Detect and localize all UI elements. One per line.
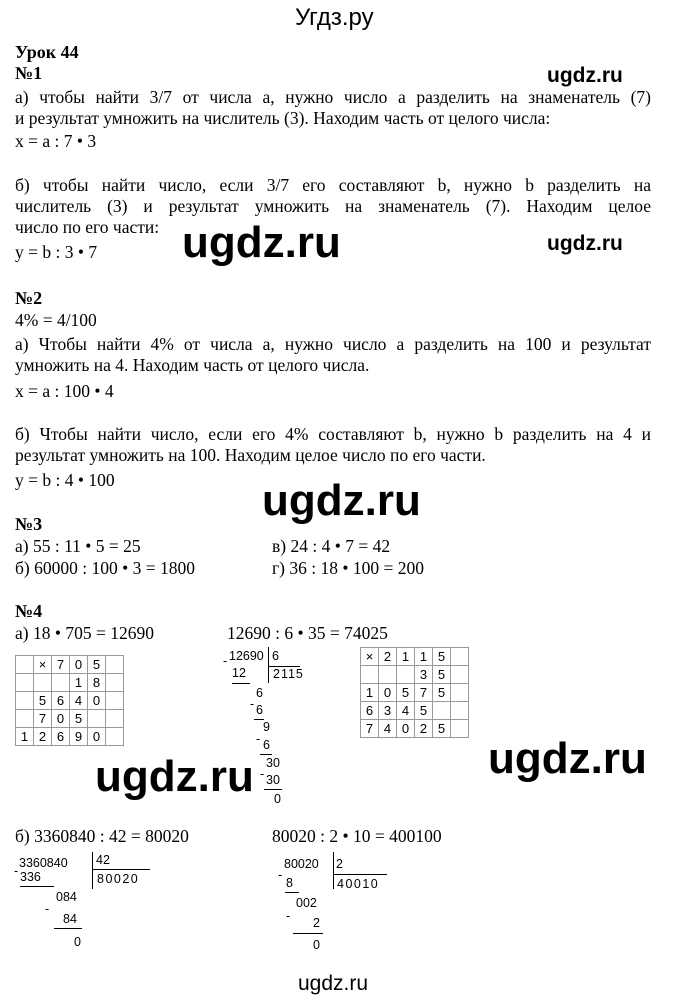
- grid-cell: 5: [88, 656, 106, 674]
- grid-row: [16, 692, 124, 710]
- minus-sign: -: [286, 909, 291, 923]
- grid-cell: [16, 674, 34, 692]
- minus-sign: -: [223, 654, 228, 668]
- grid-cell: 1: [70, 674, 88, 692]
- grid-cell: [379, 666, 397, 684]
- grid-cell: 6: [52, 728, 70, 746]
- task3-g: г) 36 : 18 • 100 = 200: [272, 558, 424, 578]
- watermark-small: ugdz.ru: [547, 232, 623, 255]
- grid-row: [361, 702, 469, 720]
- task2-formula-b: y = b : 4 • 100: [15, 470, 115, 490]
- dividend: 3360840: [19, 856, 68, 870]
- grid-cell: 6: [52, 692, 70, 710]
- step-underline: [232, 683, 250, 684]
- step-value: 336: [20, 870, 41, 884]
- text-line: а) чтобы найти 3/7 от числа a, нужно число a разделить на знаменатель (7): [15, 87, 651, 107]
- grid-cell: 5: [34, 692, 52, 710]
- grid-row: [16, 728, 124, 746]
- division-bar: [268, 647, 269, 683]
- grid-cell: 4: [397, 702, 415, 720]
- grid-row: [361, 648, 469, 666]
- text-line: результат умножить на 100. Находим целое число по его части.: [15, 445, 486, 465]
- grid-cell: 2: [34, 728, 52, 746]
- grid-cell: 2: [379, 648, 397, 666]
- step-value: 9: [263, 720, 270, 734]
- lesson-title: Урок 44: [15, 42, 79, 62]
- grid-cell: 4: [70, 692, 88, 710]
- text-line: а) Чтобы найти 4% от числа a, нужно число a разделить на 100 и результат: [15, 334, 651, 354]
- grid-cell: [16, 656, 34, 674]
- step-value: 6: [256, 703, 263, 717]
- grid-cell: 3: [379, 702, 397, 720]
- step-value: 30: [266, 773, 280, 787]
- site-title[interactable]: Угдз.ру: [295, 4, 374, 31]
- grid-row: [16, 674, 124, 692]
- task3-b: б) 60000 : 100 • 3 = 1800: [15, 558, 195, 578]
- grid-cell: 5: [433, 684, 451, 702]
- step-value: 12: [232, 666, 246, 680]
- watermark-big: ugdz.ru: [488, 734, 647, 783]
- grid-cell: 0: [397, 720, 415, 738]
- grid-cell: 7: [415, 684, 433, 702]
- minus-sign: -: [256, 732, 261, 746]
- grid-cell: 5: [433, 720, 451, 738]
- division-bar: [333, 852, 334, 889]
- grid-cell: [451, 648, 469, 666]
- task3-number: №3: [15, 514, 43, 534]
- grid-cell: 1: [397, 648, 415, 666]
- grid-cell: 3: [415, 666, 433, 684]
- step-value: 6: [256, 686, 263, 700]
- grid-cell: 7: [52, 656, 70, 674]
- grid-row: [361, 720, 469, 738]
- grid-cell: 7: [361, 720, 379, 738]
- grid-cell: [16, 692, 34, 710]
- grid-cell: [361, 666, 379, 684]
- multiplication-grid-1: [15, 655, 124, 746]
- step-value: 0: [313, 938, 320, 952]
- grid-cell: [451, 666, 469, 684]
- grid-cell: [106, 728, 124, 746]
- task1-formula-a: x = a : 7 • 3: [15, 131, 97, 151]
- grid-cell: [106, 674, 124, 692]
- task1-formula-b: y = b : 3 • 7: [15, 242, 98, 262]
- task4-b-expr1: б) 3360840 : 42 = 80020: [15, 826, 189, 846]
- task3-a: а) 55 : 11 • 5 = 25: [15, 536, 141, 556]
- grid-cell: 2: [415, 720, 433, 738]
- minus-sign: -: [278, 868, 283, 882]
- text-line: числитель (3) и результат умножить на знаменатель (7). Находим целое: [15, 196, 651, 216]
- grid-cell: 5: [433, 666, 451, 684]
- text-line: число по его части:: [15, 217, 160, 237]
- grid-cell: [451, 684, 469, 702]
- task4-number: №4: [15, 601, 43, 621]
- grid-cell: 5: [397, 684, 415, 702]
- grid-cell: [106, 692, 124, 710]
- quotient: 2115: [273, 667, 304, 681]
- minus-sign: -: [260, 767, 265, 781]
- text-line: и результат умножить на числитель (3). Находим часть от целого числа:: [15, 108, 551, 128]
- divisor: 2: [336, 857, 343, 871]
- divisor: 6: [272, 649, 279, 663]
- step-underline: [264, 789, 282, 790]
- step-value: 084: [56, 890, 77, 904]
- divisor: 42: [96, 853, 110, 867]
- grid-cell: [52, 674, 70, 692]
- task2-formula-a: x = a : 100 • 4: [15, 381, 114, 401]
- step-underline: [260, 754, 272, 755]
- watermark-small: ugdz.ru: [547, 64, 623, 87]
- step-value: 30: [266, 756, 280, 770]
- grid-cell: [88, 710, 106, 728]
- grid-cell: 4: [379, 720, 397, 738]
- grid-cell: 7: [34, 710, 52, 728]
- grid-cell: [106, 656, 124, 674]
- step-value: 2: [313, 916, 320, 930]
- grid-cell: 0: [379, 684, 397, 702]
- step-value: 0: [274, 792, 281, 806]
- grid-row: [361, 684, 469, 702]
- grid-cell: [16, 710, 34, 728]
- step-value: 6: [263, 738, 270, 752]
- task2-part-a: [15, 334, 651, 376]
- grid-cell: 1: [16, 728, 34, 746]
- text-line: умножить на 4. Находим часть от целого числа.: [15, 355, 370, 375]
- grid-cell: ×: [34, 656, 52, 674]
- grid-cell: 0: [70, 656, 88, 674]
- task2-part-b: [15, 424, 651, 466]
- watermark-big: ugdz.ru: [182, 218, 341, 267]
- step-underline: [54, 928, 82, 929]
- dividend: 80020: [284, 857, 319, 871]
- grid-cell: 8: [88, 674, 106, 692]
- footer-watermark[interactable]: ugdz.ru: [298, 972, 369, 995]
- grid-cell: [106, 710, 124, 728]
- task1-part-a: [15, 87, 651, 129]
- step-value: 0: [74, 935, 81, 949]
- task4-b-expr2: 80020 : 2 • 10 = 400100: [272, 826, 442, 846]
- step-value: 8: [286, 876, 293, 890]
- grid-cell: ×: [361, 648, 379, 666]
- grid-cell: 5: [415, 702, 433, 720]
- quotient: 40010: [337, 877, 380, 891]
- grid-cell: 1: [415, 648, 433, 666]
- grid-row: [16, 710, 124, 728]
- text-line: б) Чтобы найти число, если его 4% составляют b, нужно b разделить на 4 и: [15, 424, 651, 444]
- grid-cell: 1: [361, 684, 379, 702]
- step-underline: [285, 892, 299, 893]
- division-bar: [333, 874, 387, 875]
- step-underline: [20, 886, 54, 887]
- grid-cell: 0: [88, 728, 106, 746]
- task4-a-expr1: а) 18 • 705 = 12690: [15, 623, 154, 643]
- step-underline: [293, 933, 323, 934]
- division-bar: [92, 852, 93, 889]
- minus-sign: -: [250, 697, 255, 711]
- quotient: 80020: [97, 872, 140, 886]
- dividend: 12690: [229, 649, 264, 663]
- grid-cell: 6: [361, 702, 379, 720]
- step-value: 002: [296, 896, 317, 910]
- task3-v: в) 24 : 4 • 7 = 42: [272, 536, 391, 556]
- grid-cell: [451, 702, 469, 720]
- grid-cell: [451, 720, 469, 738]
- grid-cell: 0: [88, 692, 106, 710]
- grid-cell: 5: [433, 648, 451, 666]
- task2-number: №2: [15, 288, 43, 308]
- task1-number: №1: [15, 63, 43, 83]
- division-bar: [92, 869, 150, 870]
- watermark-big: ugdz.ru: [95, 752, 254, 801]
- multiplication-grid-2: [360, 647, 469, 738]
- watermark-big: ugdz.ru: [262, 476, 421, 525]
- grid-cell: [397, 666, 415, 684]
- task2-intro: 4% = 4/100: [15, 310, 97, 330]
- grid-row: [16, 656, 124, 674]
- text-line: б) чтобы найти число, если 3/7 его составляют b, нужно b разделить на: [15, 175, 651, 195]
- grid-cell: 5: [70, 710, 88, 728]
- grid-cell: 0: [52, 710, 70, 728]
- grid-row: [361, 666, 469, 684]
- minus-sign: -: [45, 902, 50, 916]
- task4-a-expr2: 12690 : 6 • 35 = 74025: [227, 623, 388, 643]
- grid-cell: [433, 702, 451, 720]
- grid-cell: 9: [70, 728, 88, 746]
- grid-cell: [34, 674, 52, 692]
- minus-sign: -: [14, 864, 19, 878]
- step-value: 84: [63, 912, 77, 926]
